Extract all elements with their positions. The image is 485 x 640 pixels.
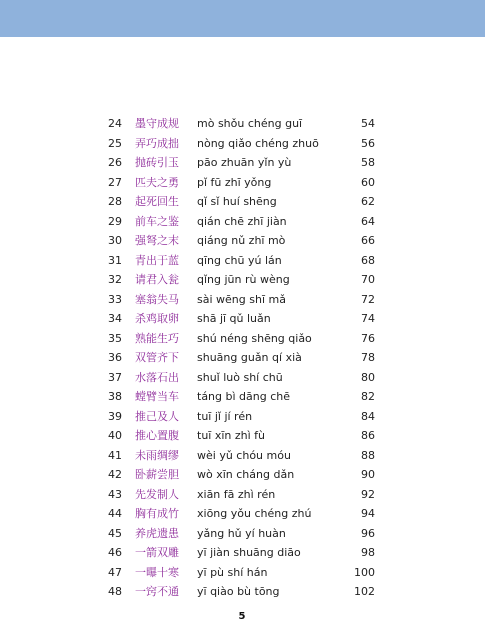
- entry-page: 62: [361, 195, 375, 208]
- entry-page: 70: [361, 273, 375, 286]
- page-number: 5: [238, 611, 246, 622]
- table-of-contents: [90, 114, 375, 602]
- header-band: [0, 0, 485, 37]
- entry-number: 36: [108, 351, 122, 364]
- entry-idiom[interactable]: 水落石出: [135, 370, 179, 384]
- entry-number: 45: [108, 526, 122, 540]
- entry-pinyin: xiōng yǒu chéng zhú: [197, 507, 312, 520]
- entry-number: 31: [108, 253, 122, 267]
- entry-pinyin: yī jiàn shuāng diāo: [197, 546, 301, 559]
- entry-idiom[interactable]: 匹夫之勇: [135, 175, 179, 189]
- toc-row[interactable]: [90, 153, 375, 173]
- entry-number: 40: [108, 429, 122, 442]
- entry-pinyin: yī qiào bù tōng: [197, 585, 280, 598]
- entry-idiom[interactable]: 双管齐下: [135, 351, 179, 364]
- entry-number: 27: [108, 175, 122, 189]
- entry-number: 37: [108, 370, 122, 384]
- entry-pinyin: qīng chū yú lán: [197, 253, 282, 267]
- entry-page: 92: [361, 487, 375, 501]
- entry-page: 56: [361, 136, 375, 150]
- entry-pinyin: nòng qiǎo chéng zhuō: [197, 136, 319, 150]
- entry-page: 88: [361, 448, 375, 462]
- entry-pinyin: táng bì dāng chē: [197, 390, 291, 403]
- toc-row[interactable]: [90, 563, 375, 583]
- entry-pinyin: yī pù shí hán: [197, 565, 268, 579]
- entry-pinyin: tuī jǐ jí rén: [197, 409, 253, 423]
- entry-pinyin: qián chē zhī jiàn: [197, 214, 287, 228]
- toc-row[interactable]: [90, 543, 375, 563]
- entry-idiom[interactable]: 杀鸡取卵: [135, 312, 179, 325]
- entry-idiom[interactable]: 弄巧成拙: [135, 136, 179, 150]
- entry-idiom[interactable]: 胸有成竹: [135, 507, 179, 520]
- entry-page: 54: [361, 117, 375, 130]
- toc-row[interactable]: [90, 173, 375, 193]
- entry-pinyin: mò shǒu chéng guī: [197, 117, 303, 130]
- entry-page: 94: [361, 507, 375, 520]
- toc-row[interactable]: [90, 465, 375, 485]
- entry-number: 47: [108, 565, 122, 579]
- entry-page: 66: [361, 234, 375, 247]
- entry-number: 30: [108, 234, 122, 247]
- entry-page: 78: [361, 351, 375, 364]
- entry-number: 46: [108, 546, 122, 559]
- toc-row[interactable]: [90, 582, 375, 602]
- entry-number: 32: [108, 273, 122, 286]
- entry-idiom[interactable]: 未雨绸缪: [135, 448, 179, 462]
- entry-number: 24: [108, 117, 122, 130]
- toc-row[interactable]: [90, 231, 375, 251]
- toc-row[interactable]: [90, 309, 375, 329]
- entry-idiom[interactable]: 青出于蓝: [135, 253, 179, 267]
- toc-row[interactable]: [90, 251, 375, 271]
- entry-pinyin: tuī xīn zhì fù: [197, 429, 266, 442]
- entry-page: 100: [354, 565, 375, 579]
- entry-idiom[interactable]: 推己及人: [135, 409, 179, 423]
- entry-page: 84: [361, 409, 375, 423]
- toc-row[interactable]: [90, 212, 375, 232]
- entry-number: 48: [108, 585, 122, 598]
- entry-pinyin: sài wēng shī mǎ: [197, 292, 286, 306]
- toc-row[interactable]: [90, 524, 375, 544]
- toc-row[interactable]: [90, 290, 375, 310]
- entry-idiom[interactable]: 先发制人: [135, 487, 179, 501]
- entry-page: 86: [361, 429, 375, 442]
- entry-number: 35: [108, 331, 122, 345]
- entry-idiom[interactable]: 墨守成规: [135, 117, 179, 130]
- entry-idiom[interactable]: 卧薪尝胆: [135, 468, 179, 481]
- entry-number: 33: [108, 292, 122, 306]
- toc-row[interactable]: [90, 134, 375, 154]
- toc-row[interactable]: [90, 329, 375, 349]
- toc-row[interactable]: [90, 114, 375, 134]
- entry-number: 25: [108, 136, 122, 150]
- toc-row[interactable]: [90, 192, 375, 212]
- entry-number: 41: [108, 448, 122, 462]
- entry-pinyin: pāo zhuān yǐn yù: [197, 156, 292, 169]
- entry-page: 60: [361, 175, 375, 189]
- entry-idiom[interactable]: 熟能生巧: [135, 331, 179, 345]
- entry-page: 58: [361, 156, 375, 169]
- entry-idiom[interactable]: 推心置腹: [135, 429, 179, 442]
- entry-page: 102: [354, 585, 375, 598]
- entry-pinyin: qǐ sǐ huí shēng: [197, 195, 277, 208]
- entry-pinyin: wò xīn cháng dǎn: [197, 468, 295, 481]
- entry-idiom[interactable]: 一窍不通: [135, 585, 179, 598]
- toc-row[interactable]: [90, 485, 375, 505]
- entry-idiom[interactable]: 起死回生: [135, 195, 179, 208]
- entry-idiom[interactable]: 强弩之末: [135, 234, 179, 247]
- toc-row[interactable]: [90, 368, 375, 388]
- entry-pinyin: yǎng hǔ yí huàn: [197, 526, 286, 540]
- entry-number: 28: [108, 195, 122, 208]
- entry-idiom[interactable]: 螳臂当车: [135, 390, 179, 403]
- entry-pinyin: wèi yǔ chóu móu: [197, 448, 291, 462]
- entry-pinyin: qǐng jūn rù wèng: [197, 273, 290, 286]
- entry-idiom[interactable]: 抛砖引玉: [135, 156, 179, 169]
- entry-idiom[interactable]: 养虎遗患: [135, 526, 179, 540]
- entry-pinyin: xiān fā zhì rén: [197, 487, 276, 501]
- entry-page: 98: [361, 546, 375, 559]
- entry-idiom[interactable]: 前车之鉴: [135, 214, 179, 228]
- toc-row[interactable]: [90, 348, 375, 368]
- entry-pinyin: shú néng shēng qiǎo: [197, 331, 312, 345]
- entry-number: 34: [108, 312, 122, 325]
- toc-row[interactable]: [90, 387, 375, 407]
- entry-pinyin: shuǐ luò shí chū: [197, 370, 283, 384]
- entry-page: 96: [361, 526, 375, 540]
- entry-page: 80: [361, 370, 375, 384]
- entry-idiom[interactable]: 一箭双雕: [135, 546, 179, 559]
- toc-row[interactable]: [90, 446, 375, 466]
- entry-pinyin: shuāng guǎn qí xià: [197, 351, 302, 364]
- entry-number: 38: [108, 390, 122, 403]
- entry-number: 26: [108, 156, 122, 169]
- toc-row[interactable]: [90, 407, 375, 427]
- entry-idiom[interactable]: 塞翁失马: [135, 292, 179, 306]
- entry-page: 82: [361, 390, 375, 403]
- entry-page: 72: [361, 292, 375, 306]
- entry-page: 68: [361, 253, 375, 267]
- toc-row[interactable]: [90, 504, 375, 524]
- entry-page: 90: [361, 468, 375, 481]
- entry-number: 29: [108, 214, 122, 228]
- entry-number: 43: [108, 487, 122, 501]
- toc-row[interactable]: [90, 270, 375, 290]
- entry-pinyin: shā jī qǔ luǎn: [197, 312, 271, 325]
- toc-row[interactable]: [90, 426, 375, 446]
- entry-idiom[interactable]: 请君入瓮: [135, 273, 179, 286]
- entry-number: 44: [108, 507, 122, 520]
- entry-number: 42: [108, 468, 122, 481]
- entry-number: 39: [108, 409, 122, 423]
- entry-page: 74: [361, 312, 375, 325]
- entry-page: 76: [361, 331, 375, 345]
- entry-pinyin: qiáng nǔ zhī mò: [197, 234, 286, 247]
- entry-pinyin: pǐ fū zhī yǒng: [197, 175, 272, 189]
- entry-idiom[interactable]: 一曝十寒: [135, 565, 179, 579]
- entry-page: 64: [361, 214, 375, 228]
